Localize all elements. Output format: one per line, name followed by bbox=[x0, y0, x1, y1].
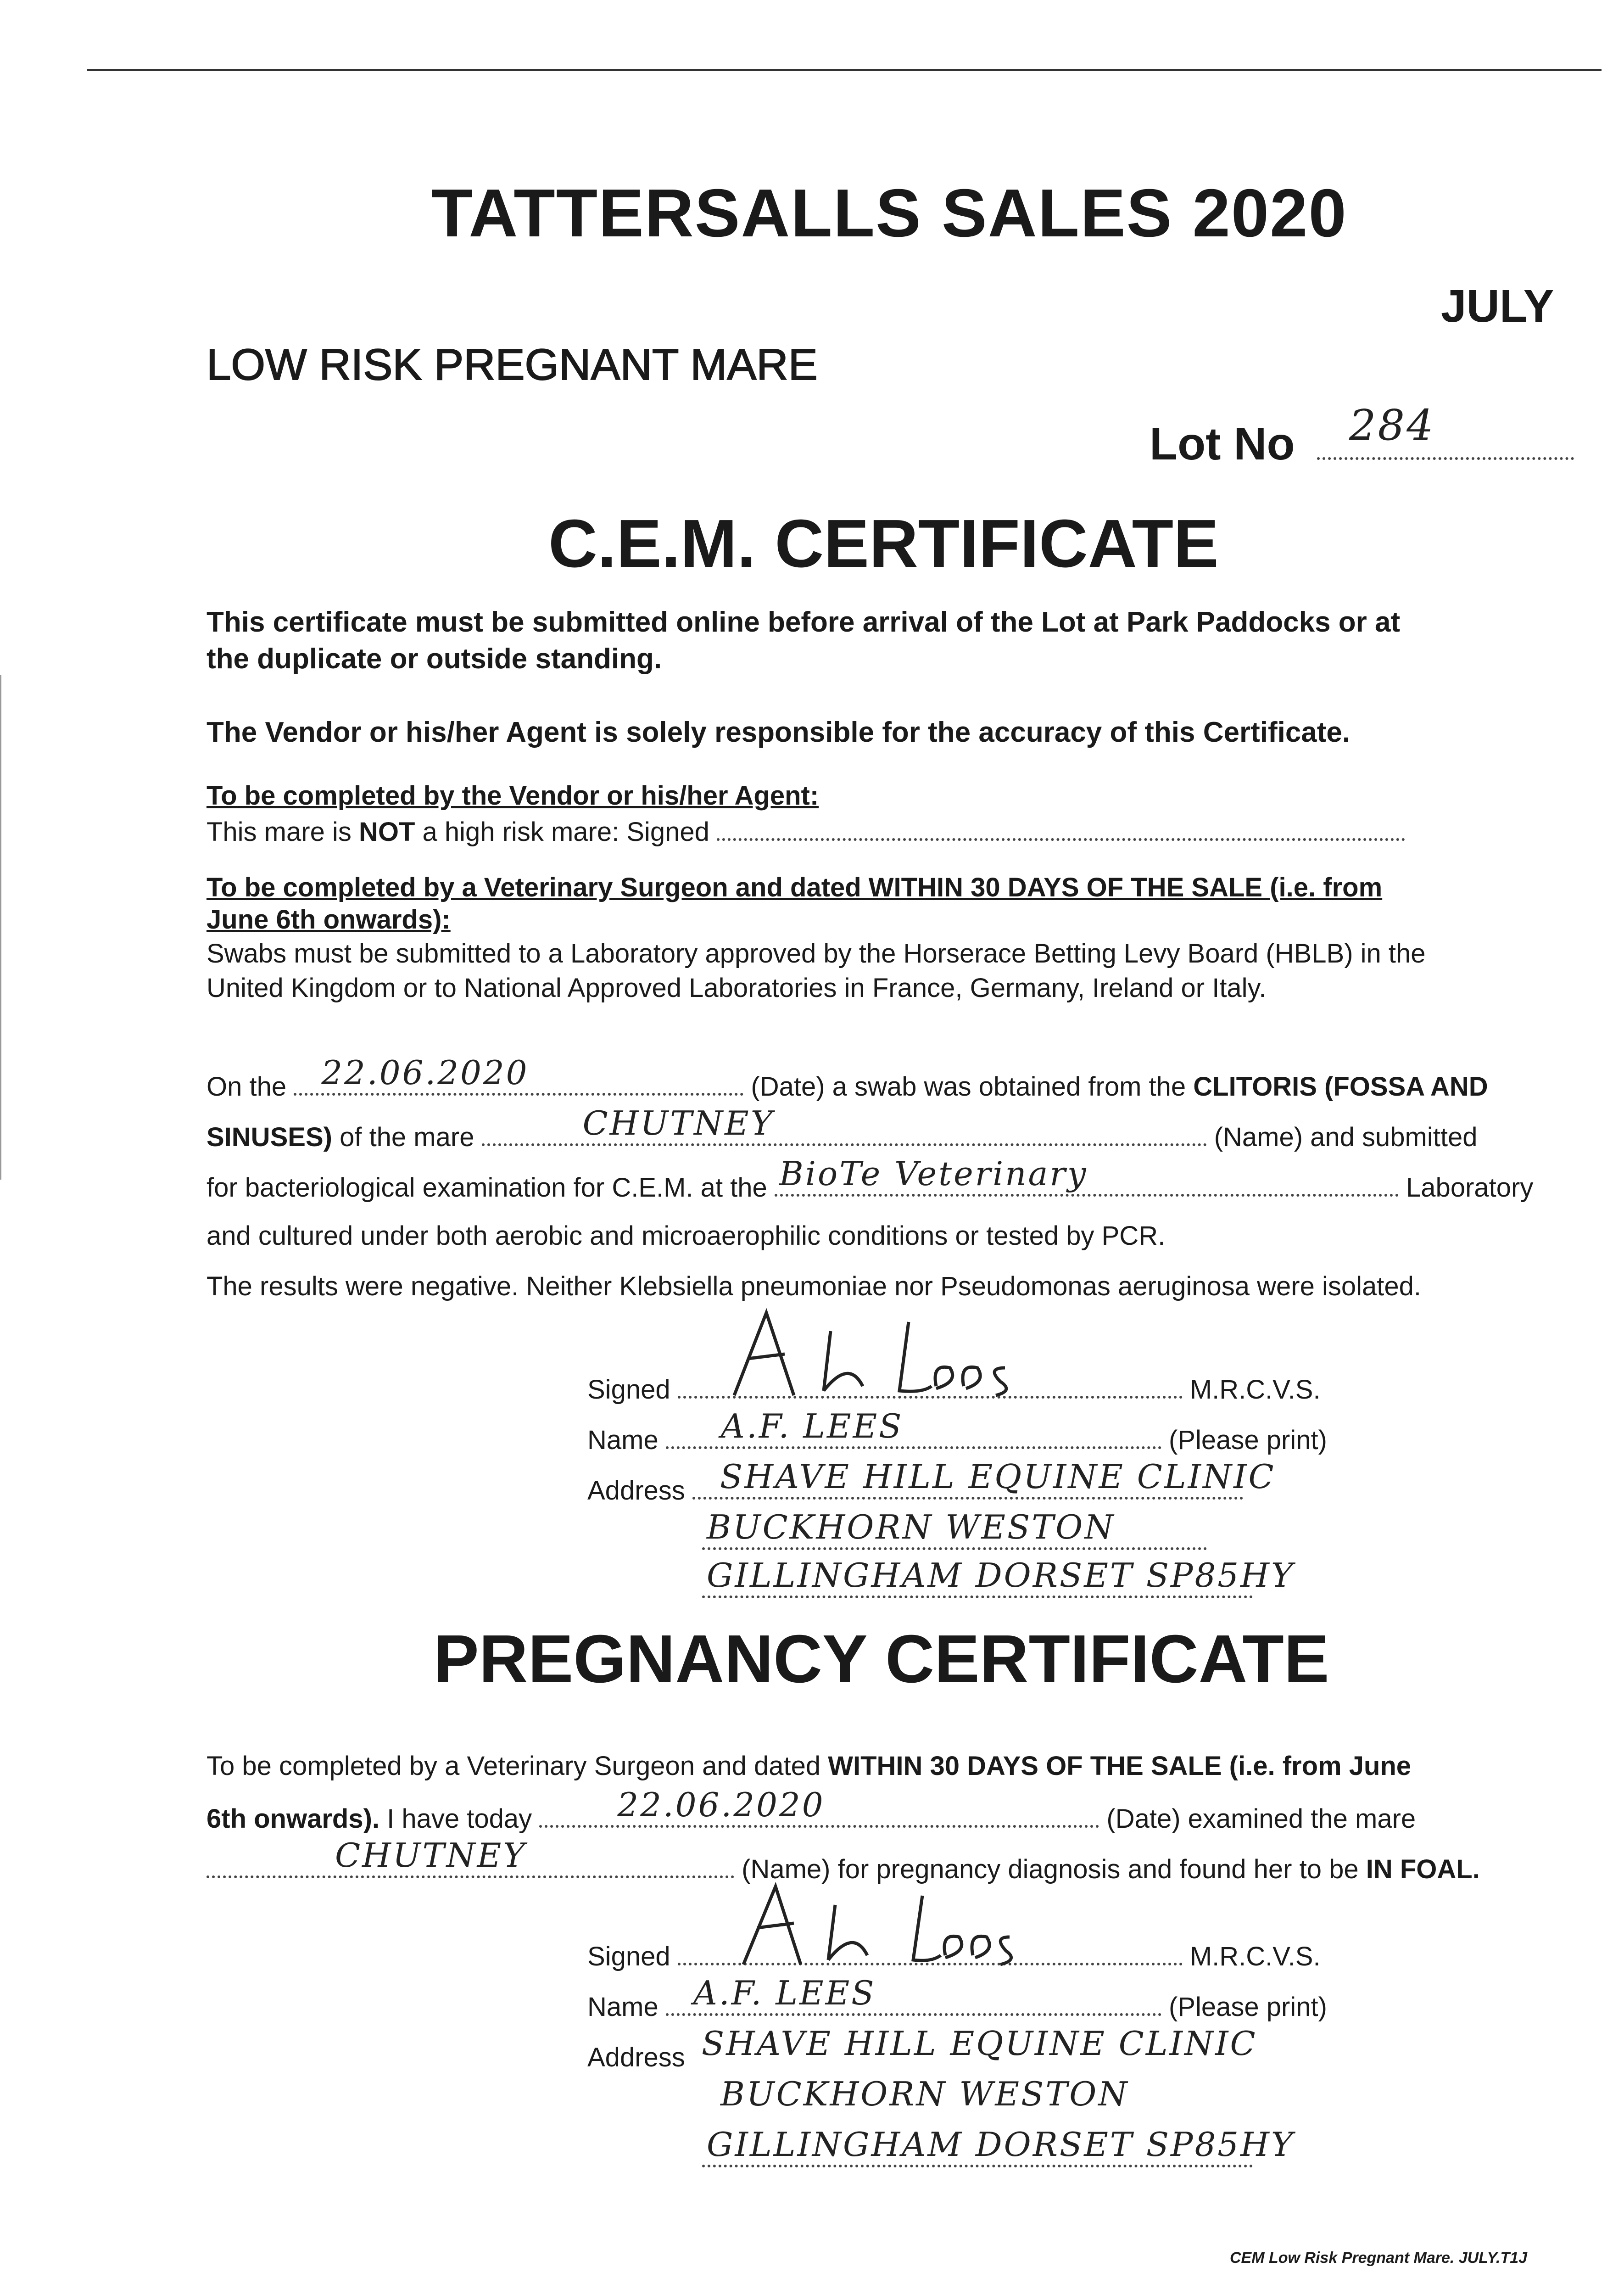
responsibility-note: The Vendor or his/her Agent is solely responsible for the accuracy of this Certificate. bbox=[206, 716, 1351, 748]
clitoris-label: CLITORIS (FOSSA AND bbox=[1193, 1072, 1488, 1102]
vendor-line-text-a: This mare is bbox=[206, 817, 359, 847]
cem-address-field-2 bbox=[702, 1508, 1207, 1550]
footer-code: CEM Low Risk Pregnant Mare. JULY.T1J bbox=[1230, 2249, 1528, 2267]
preg-vet-signature bbox=[725, 1877, 1083, 1969]
preg-address-field-2 bbox=[716, 2075, 1198, 2117]
page-title: TATTERSALLS SALES 2020 bbox=[431, 175, 1347, 251]
preg-address-field-1 bbox=[692, 2024, 1257, 2066]
pregnancy-title: PREGNANCY CERTIFICATE bbox=[434, 1621, 1329, 1697]
preg-address-value-3: GILLINGHAM DORSET SP85HY bbox=[707, 2125, 1295, 2164]
preg-name-line bbox=[587, 1974, 1327, 2025]
preg-address-value-1: SHAVE HILL EQUINE CLINIC bbox=[701, 2024, 1257, 2063]
cem-address-value-1: SHAVE HILL EQUINE CLINIC bbox=[720, 1457, 1276, 1496]
preg-name-label: Name bbox=[587, 1992, 659, 2022]
lab-name-field bbox=[775, 1154, 1399, 1197]
name-submitted-label: (Name) and submitted bbox=[1214, 1122, 1478, 1152]
preg-mrcvs-label: M.R.C.V.S. bbox=[1189, 1942, 1321, 1971]
swab-date-field bbox=[294, 1053, 743, 1096]
pregnancy-line2-bold: 6th onwards). bbox=[206, 1804, 380, 1834]
cem-address-line1 bbox=[587, 1457, 1276, 1508]
pregnancy-line2-text: I have today bbox=[379, 1804, 532, 1834]
cem-signed-label: Signed bbox=[587, 1375, 670, 1405]
pregnancy-mare-name-field bbox=[206, 1836, 734, 1878]
preg-address-line2 bbox=[716, 2075, 1198, 2126]
swabs-line1: Swabs must be submitted to a Laboratory approved by the Horserace Betting Levy Board (HBLB) in the bbox=[206, 939, 1426, 968]
sale-month: JULY bbox=[1441, 280, 1554, 332]
cem-address-value-2: BUCKHORN WESTON bbox=[707, 1508, 1116, 1546]
pregnancy-line1-bold: WITHIN 30 DAYS OF THE SALE (i.e. from June bbox=[828, 1751, 1412, 1781]
lab-line bbox=[206, 1154, 1534, 1205]
mare-name-value: CHUTNEY bbox=[582, 1104, 775, 1142]
preg-address-line3 bbox=[702, 2125, 1295, 2176]
date-suffix: (Date) a swab was obtained from the bbox=[751, 1072, 1186, 1102]
cem-address-field-3 bbox=[702, 1556, 1295, 1598]
cem-address-label: Address bbox=[587, 1476, 685, 1506]
swab-date-line bbox=[206, 1053, 1488, 1104]
preg-vet-name-field bbox=[666, 1974, 1161, 2016]
sinuses-label: SINUSES) bbox=[206, 1122, 332, 1152]
lot-number-value: 284 bbox=[1349, 401, 1435, 450]
preg-please-print: (Please print) bbox=[1168, 1992, 1327, 2022]
cem-please-print: (Please print) bbox=[1168, 1425, 1327, 1455]
pregnancy-line1-text: To be completed by a Veterinary Surgeon and dated bbox=[206, 1751, 828, 1781]
preg-vet-name-value: A.F. LEES bbox=[693, 1974, 876, 2012]
preg-address-field-3 bbox=[702, 2125, 1295, 2167]
preg-address-line1 bbox=[587, 2024, 1257, 2075]
vendor-line-text-b: a high risk mare: Signed bbox=[415, 817, 709, 847]
lot-number-field bbox=[1317, 401, 1574, 464]
preg-signed-label: Signed bbox=[587, 1942, 670, 1971]
cem-vet-name-value: A.F. LEES bbox=[720, 1407, 904, 1445]
mare-name-field bbox=[482, 1104, 1207, 1146]
vendor-line-not: NOT bbox=[358, 817, 415, 847]
cem-intro-line2: the duplicate or outside standing. bbox=[206, 643, 662, 675]
swab-date-value: 22.06.2020 bbox=[321, 1053, 529, 1092]
cem-intro-line1: This certificate must be submitted online before arrival of the Lot at Park Paddocks or at bbox=[206, 606, 1401, 638]
pregnancy-line3-text: (Name) for pregnancy diagnosis and found her to be bbox=[742, 1854, 1366, 1884]
laboratory-label: Laboratory bbox=[1406, 1173, 1534, 1203]
cem-address-field-1 bbox=[692, 1457, 1276, 1500]
pregnancy-mare-name-value: CHUTNEY bbox=[335, 1836, 527, 1875]
vet-heading-line1: To be completed by a Veterinary Surgeon and dated WITHIN 30 DAYS OF THE SALE (i.e. from bbox=[206, 873, 1383, 902]
vendor-signature-field bbox=[717, 812, 1405, 841]
results-line: The results were negative. Neither Klebsiella pneumoniae nor Pseudomonas aeruginosa were isolated. bbox=[206, 1271, 1421, 1301]
for-bact-label: for bacteriological examination for C.E.M. at the bbox=[206, 1173, 767, 1203]
lab-name-value: BioTe Veterinary bbox=[779, 1154, 1088, 1193]
cem-name-label: Name bbox=[587, 1425, 659, 1455]
of-the-mare-label: of the mare bbox=[340, 1122, 474, 1152]
scan-edge-mark bbox=[0, 675, 1, 1180]
cem-address-value-3: GILLINGHAM DORSET SP85HY bbox=[707, 1556, 1295, 1595]
pregnancy-line1 bbox=[206, 1749, 1411, 1784]
preg-address-label: Address bbox=[587, 2043, 685, 2072]
subtitle: LOW RISK PREGNANT MARE bbox=[206, 340, 818, 389]
cem-mrcvs-label: M.R.C.V.S. bbox=[1189, 1375, 1321, 1405]
lot-label: Lot No bbox=[1150, 418, 1295, 470]
vendor-heading: To be completed by the Vendor or his/her Agent: bbox=[206, 781, 819, 811]
in-foal-label: IN FOAL. bbox=[1366, 1854, 1480, 1884]
vendor-declaration bbox=[206, 812, 1405, 850]
mare-name-line bbox=[206, 1104, 1478, 1155]
preg-address-value-2: BUCKHORN WESTON bbox=[720, 2075, 1129, 2113]
cem-vet-signature bbox=[716, 1304, 1083, 1405]
on-the-label: On the bbox=[206, 1072, 287, 1102]
cem-title: C.E.M. CERTIFICATE bbox=[548, 506, 1219, 582]
cem-name-line bbox=[587, 1407, 1327, 1458]
pregnancy-line2-suffix: (Date) examined the mare bbox=[1106, 1804, 1416, 1834]
swabs-line2: United Kingdom or to National Approved Laboratories in France, Germany, Ireland or Italy. bbox=[206, 973, 1267, 1003]
vet-heading-line2: June 6th onwards): bbox=[206, 905, 451, 935]
cem-vet-name-field bbox=[666, 1407, 1161, 1449]
cem-address-line2 bbox=[702, 1508, 1207, 1559]
top-rule bbox=[87, 69, 1602, 71]
pregnancy-date-field bbox=[539, 1786, 1099, 1828]
cultured-line: and cultured under both aerobic and microaerophilic conditions or tested by PCR. bbox=[206, 1221, 1166, 1251]
cem-address-line3 bbox=[702, 1556, 1295, 1607]
pregnancy-date-value: 22.06.2020 bbox=[617, 1786, 825, 1824]
pregnancy-line2 bbox=[206, 1786, 1416, 1836]
